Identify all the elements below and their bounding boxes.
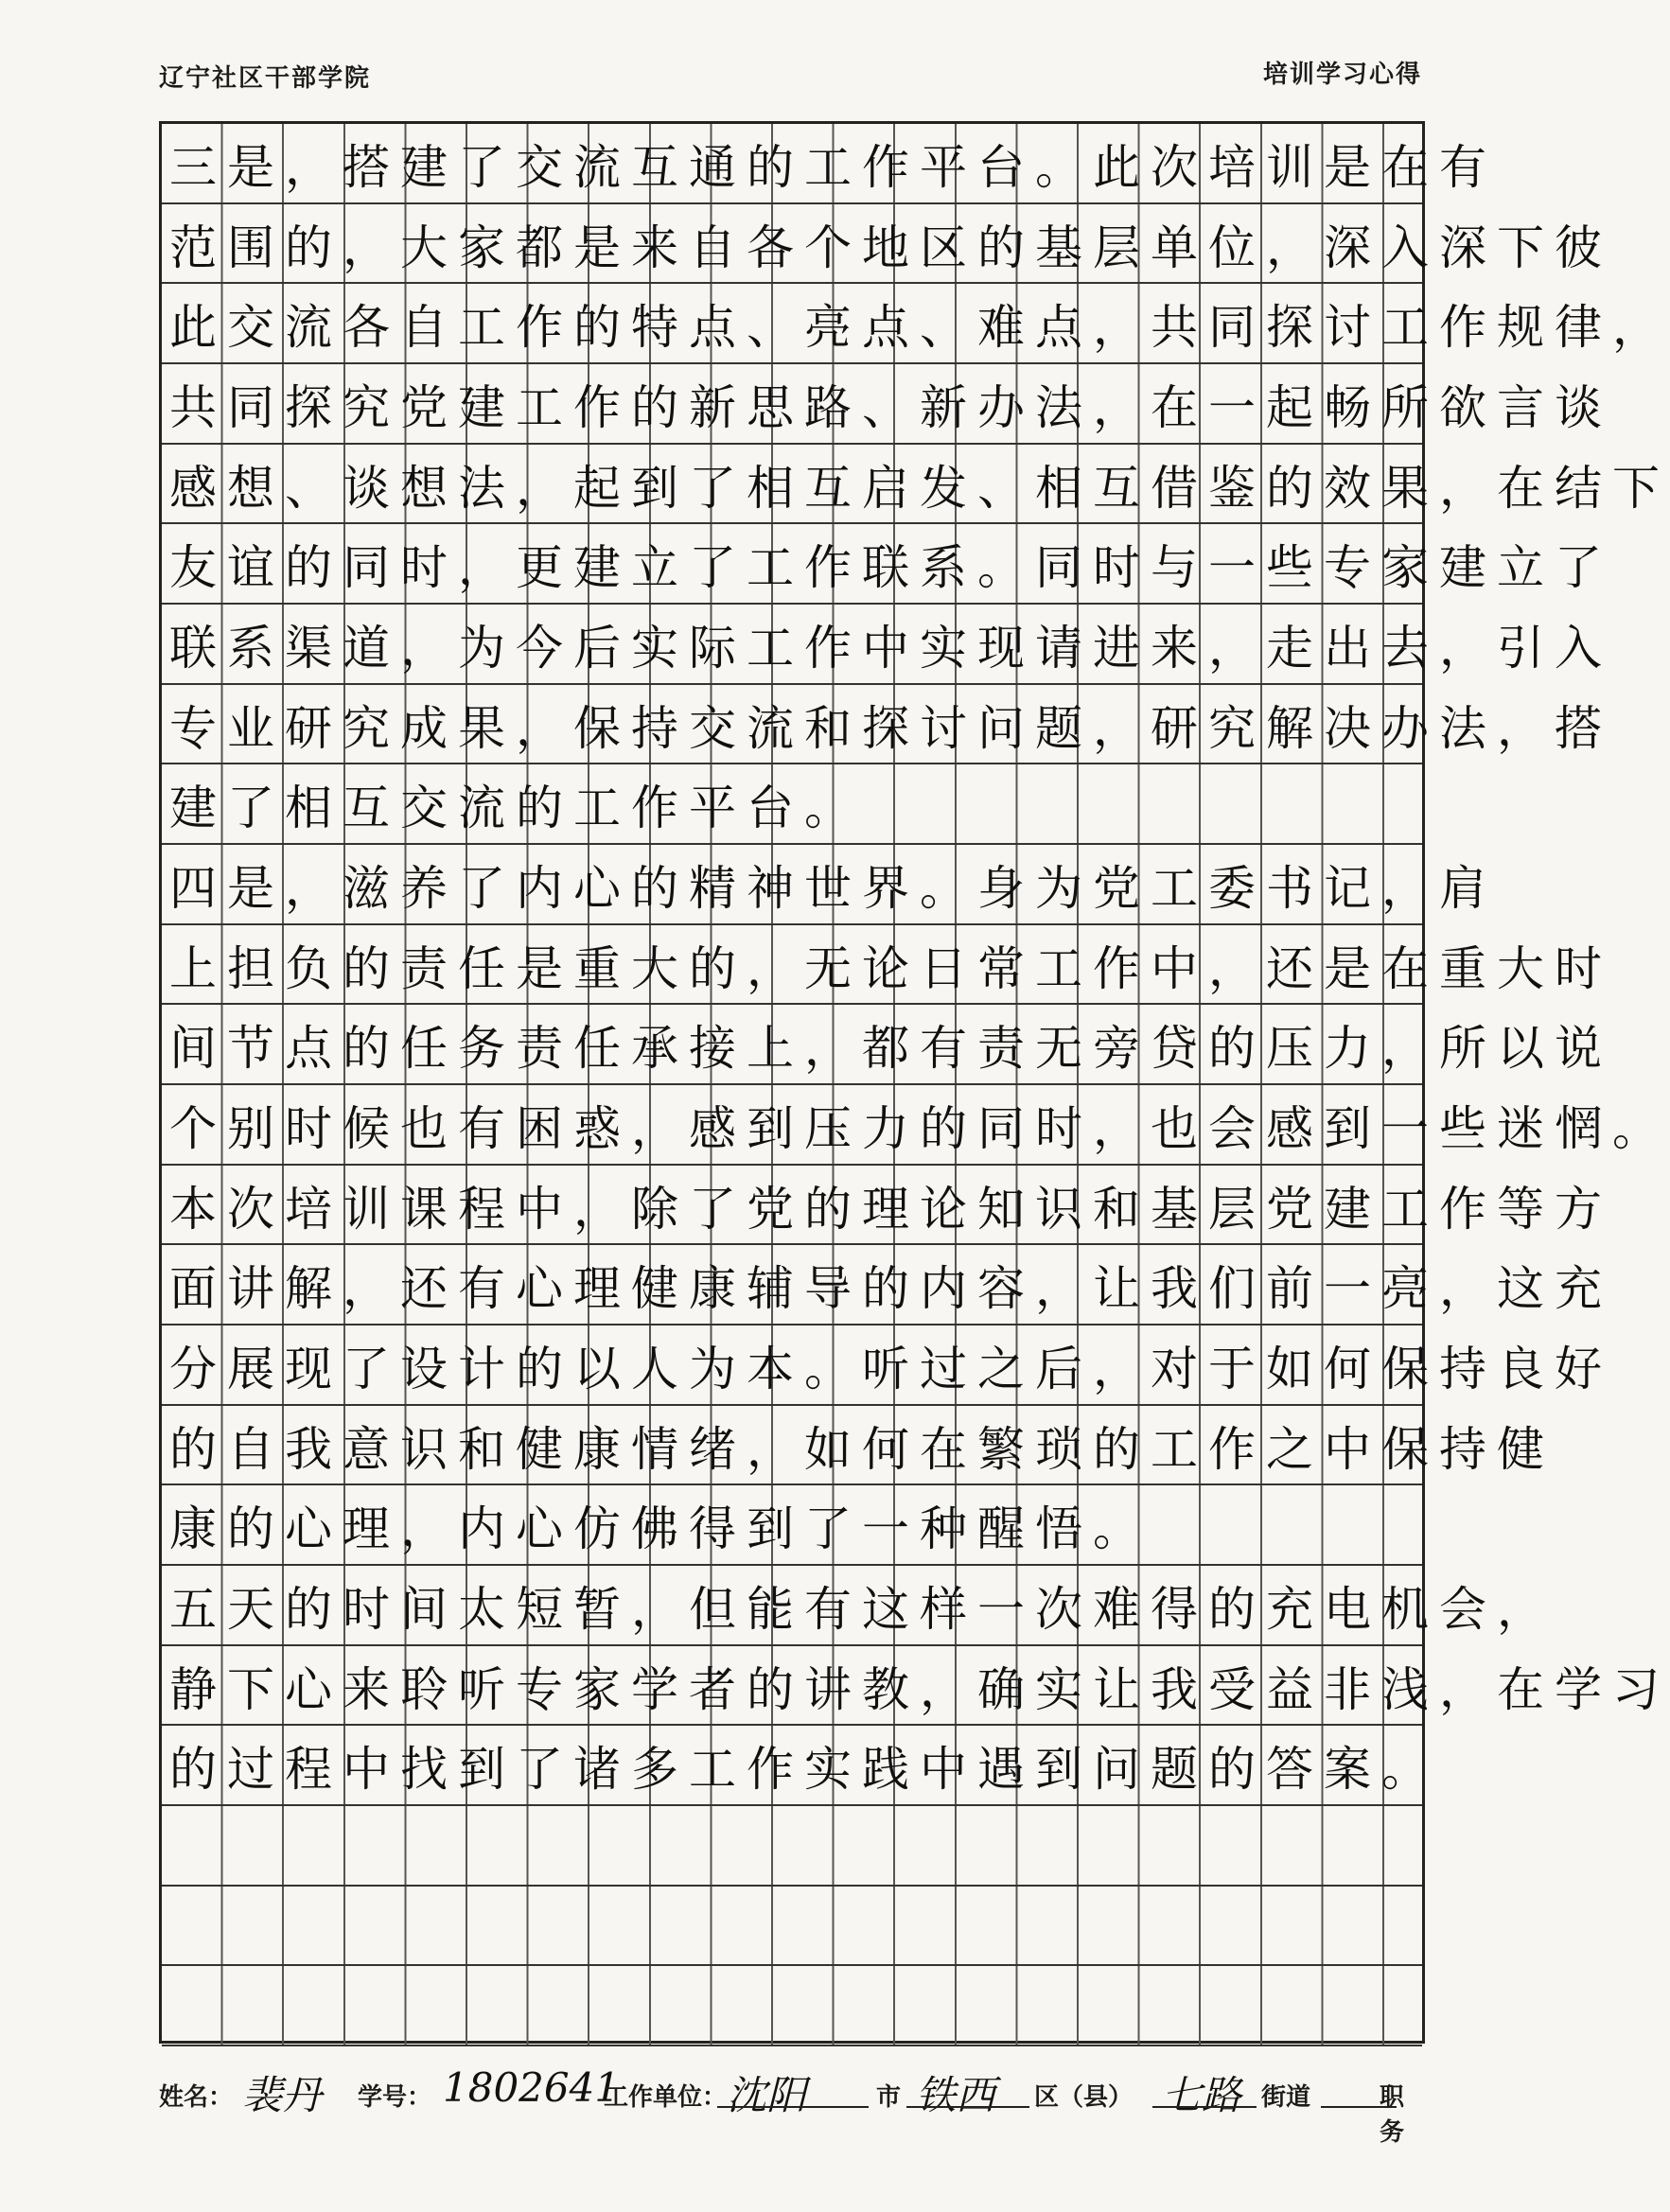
name-label: 姓名： xyxy=(159,2083,234,2112)
grid-line xyxy=(162,445,1670,525)
handwritten-line-text: 的自我意识和健康情绪，如何在繁琐的工作之中保持健 xyxy=(169,1421,1555,1477)
street-label: 街道 xyxy=(1261,2083,1311,2112)
handwritten-line-text: 建了相互交流的工作平台。 xyxy=(169,781,862,836)
grid-line xyxy=(162,1887,1422,1967)
handwritten-line-text: 共同探究党建工作的新思路、新办法，在一起畅所欲言谈 xyxy=(169,380,1612,435)
handwritten-line-text: 静下心来聆听专家学者的讲教，确实让我受益非浅，在学习 xyxy=(169,1661,1670,1717)
street-underline xyxy=(1152,2106,1257,2108)
handwritten-line-text: 面讲解，还有心理健康辅导的内容，让我们前一亮，这充 xyxy=(169,1261,1612,1317)
grid-line xyxy=(162,1325,1612,1406)
grid-line xyxy=(162,1005,1612,1085)
grid-line xyxy=(162,364,1612,445)
grid-line xyxy=(162,1966,1422,2046)
handwritten-line-text: 康的心理，内心仿佛得到了一种醒悟。 xyxy=(169,1501,1151,1557)
position-label: 职务 xyxy=(1380,2083,1405,2147)
grid-line xyxy=(162,1726,1439,1806)
grid-line xyxy=(162,284,1670,364)
district-underline xyxy=(906,2106,1029,2108)
handwritten-line-text: 间节点的任务责任承接上，都有责无旁贷的压力，所以说 xyxy=(169,1021,1612,1077)
grid-line xyxy=(162,1166,1612,1246)
grid-line xyxy=(162,524,1612,605)
student-id-value: 1802641 xyxy=(443,2064,621,2111)
grid-line xyxy=(162,1806,1422,1887)
work-unit-label: 工作单位： xyxy=(604,2083,728,2112)
grid-line xyxy=(162,1406,1555,1486)
grid-line xyxy=(162,845,1497,925)
handwritten-line-text: 专业研究成果，保持交流和探讨问题，研究解决办法，搭 xyxy=(169,700,1612,756)
grid-line xyxy=(162,124,1497,204)
handwritten-line-text: 五天的时间太短暂，但能有这样一次难得的充电机会， xyxy=(169,1582,1555,1637)
grid-line xyxy=(162,1085,1670,1166)
handwritten-line-text: 范围的，大家都是来自各个地区的基层单位，深入深下彼 xyxy=(169,219,1612,275)
district-value: 铁西 xyxy=(916,2072,996,2118)
grid-line xyxy=(162,1245,1612,1325)
city-value: 沈阳 xyxy=(727,2072,807,2118)
grid-line xyxy=(162,605,1612,685)
handwritten-line-text: 分展现了设计的以人为本。听过之后，对于如何保持良好 xyxy=(169,1342,1612,1396)
city-underline xyxy=(717,2106,869,2108)
grid-line xyxy=(162,925,1612,1006)
district-label: 区（县） xyxy=(1034,2083,1134,2112)
handwritten-line-text: 上担负的责任是重大的，无论日常工作中，还是在重大时 xyxy=(169,940,1612,996)
handwritten-line-text: 的过程中找到了诸多工作实践中遇到问题的答案。 xyxy=(169,1742,1439,1798)
document-type: 培训学习心得 xyxy=(1262,61,1422,89)
handwritten-line-text: 联系渠道，为今后实际工作中实现请进来，走出去，引入 xyxy=(169,621,1612,676)
city-label: 市 xyxy=(876,2083,902,2112)
handwritten-line-text: 友谊的同时，更建立了工作联系。同时与一些专家建立了 xyxy=(169,540,1612,596)
street-value: 七路 xyxy=(1162,2072,1242,2118)
handwritten-line-text: 此交流各自工作的特点、亮点、难点，共同探讨工作规律， xyxy=(169,300,1670,356)
handwritten-line-text: 本次培训课程中，除了党的理论知识和基层党建工作等方 xyxy=(169,1181,1612,1237)
institution-name: 辽宁社区干部学院 xyxy=(159,64,372,93)
name-value: 裴丹 xyxy=(242,2072,323,2118)
handwritten-line-text: 三是，搭建了交流互通的工作平台。此次培训是在有 xyxy=(169,140,1497,195)
handwritten-line-text: 感想、谈想法，起到了相互启发、相互借鉴的效果，在结下 xyxy=(169,460,1670,516)
grid-line xyxy=(162,685,1612,765)
grid-line xyxy=(162,1485,1422,1566)
grid-line xyxy=(162,1646,1670,1727)
grid-line xyxy=(162,1566,1555,1646)
manuscript-grid xyxy=(159,121,1670,2044)
grid-line xyxy=(162,204,1612,285)
handwritten-line-text: 四是，滋养了内心的精神世界。身为党工委书记，肩 xyxy=(169,861,1497,916)
grid-line xyxy=(162,764,1422,845)
footer-info xyxy=(159,2064,1425,2147)
handwritten-line-text: 个别时候也有困惑，感到压力的同时，也会感到一些迷惘。 xyxy=(169,1101,1670,1156)
student-id-label: 学号： xyxy=(358,2083,432,2112)
